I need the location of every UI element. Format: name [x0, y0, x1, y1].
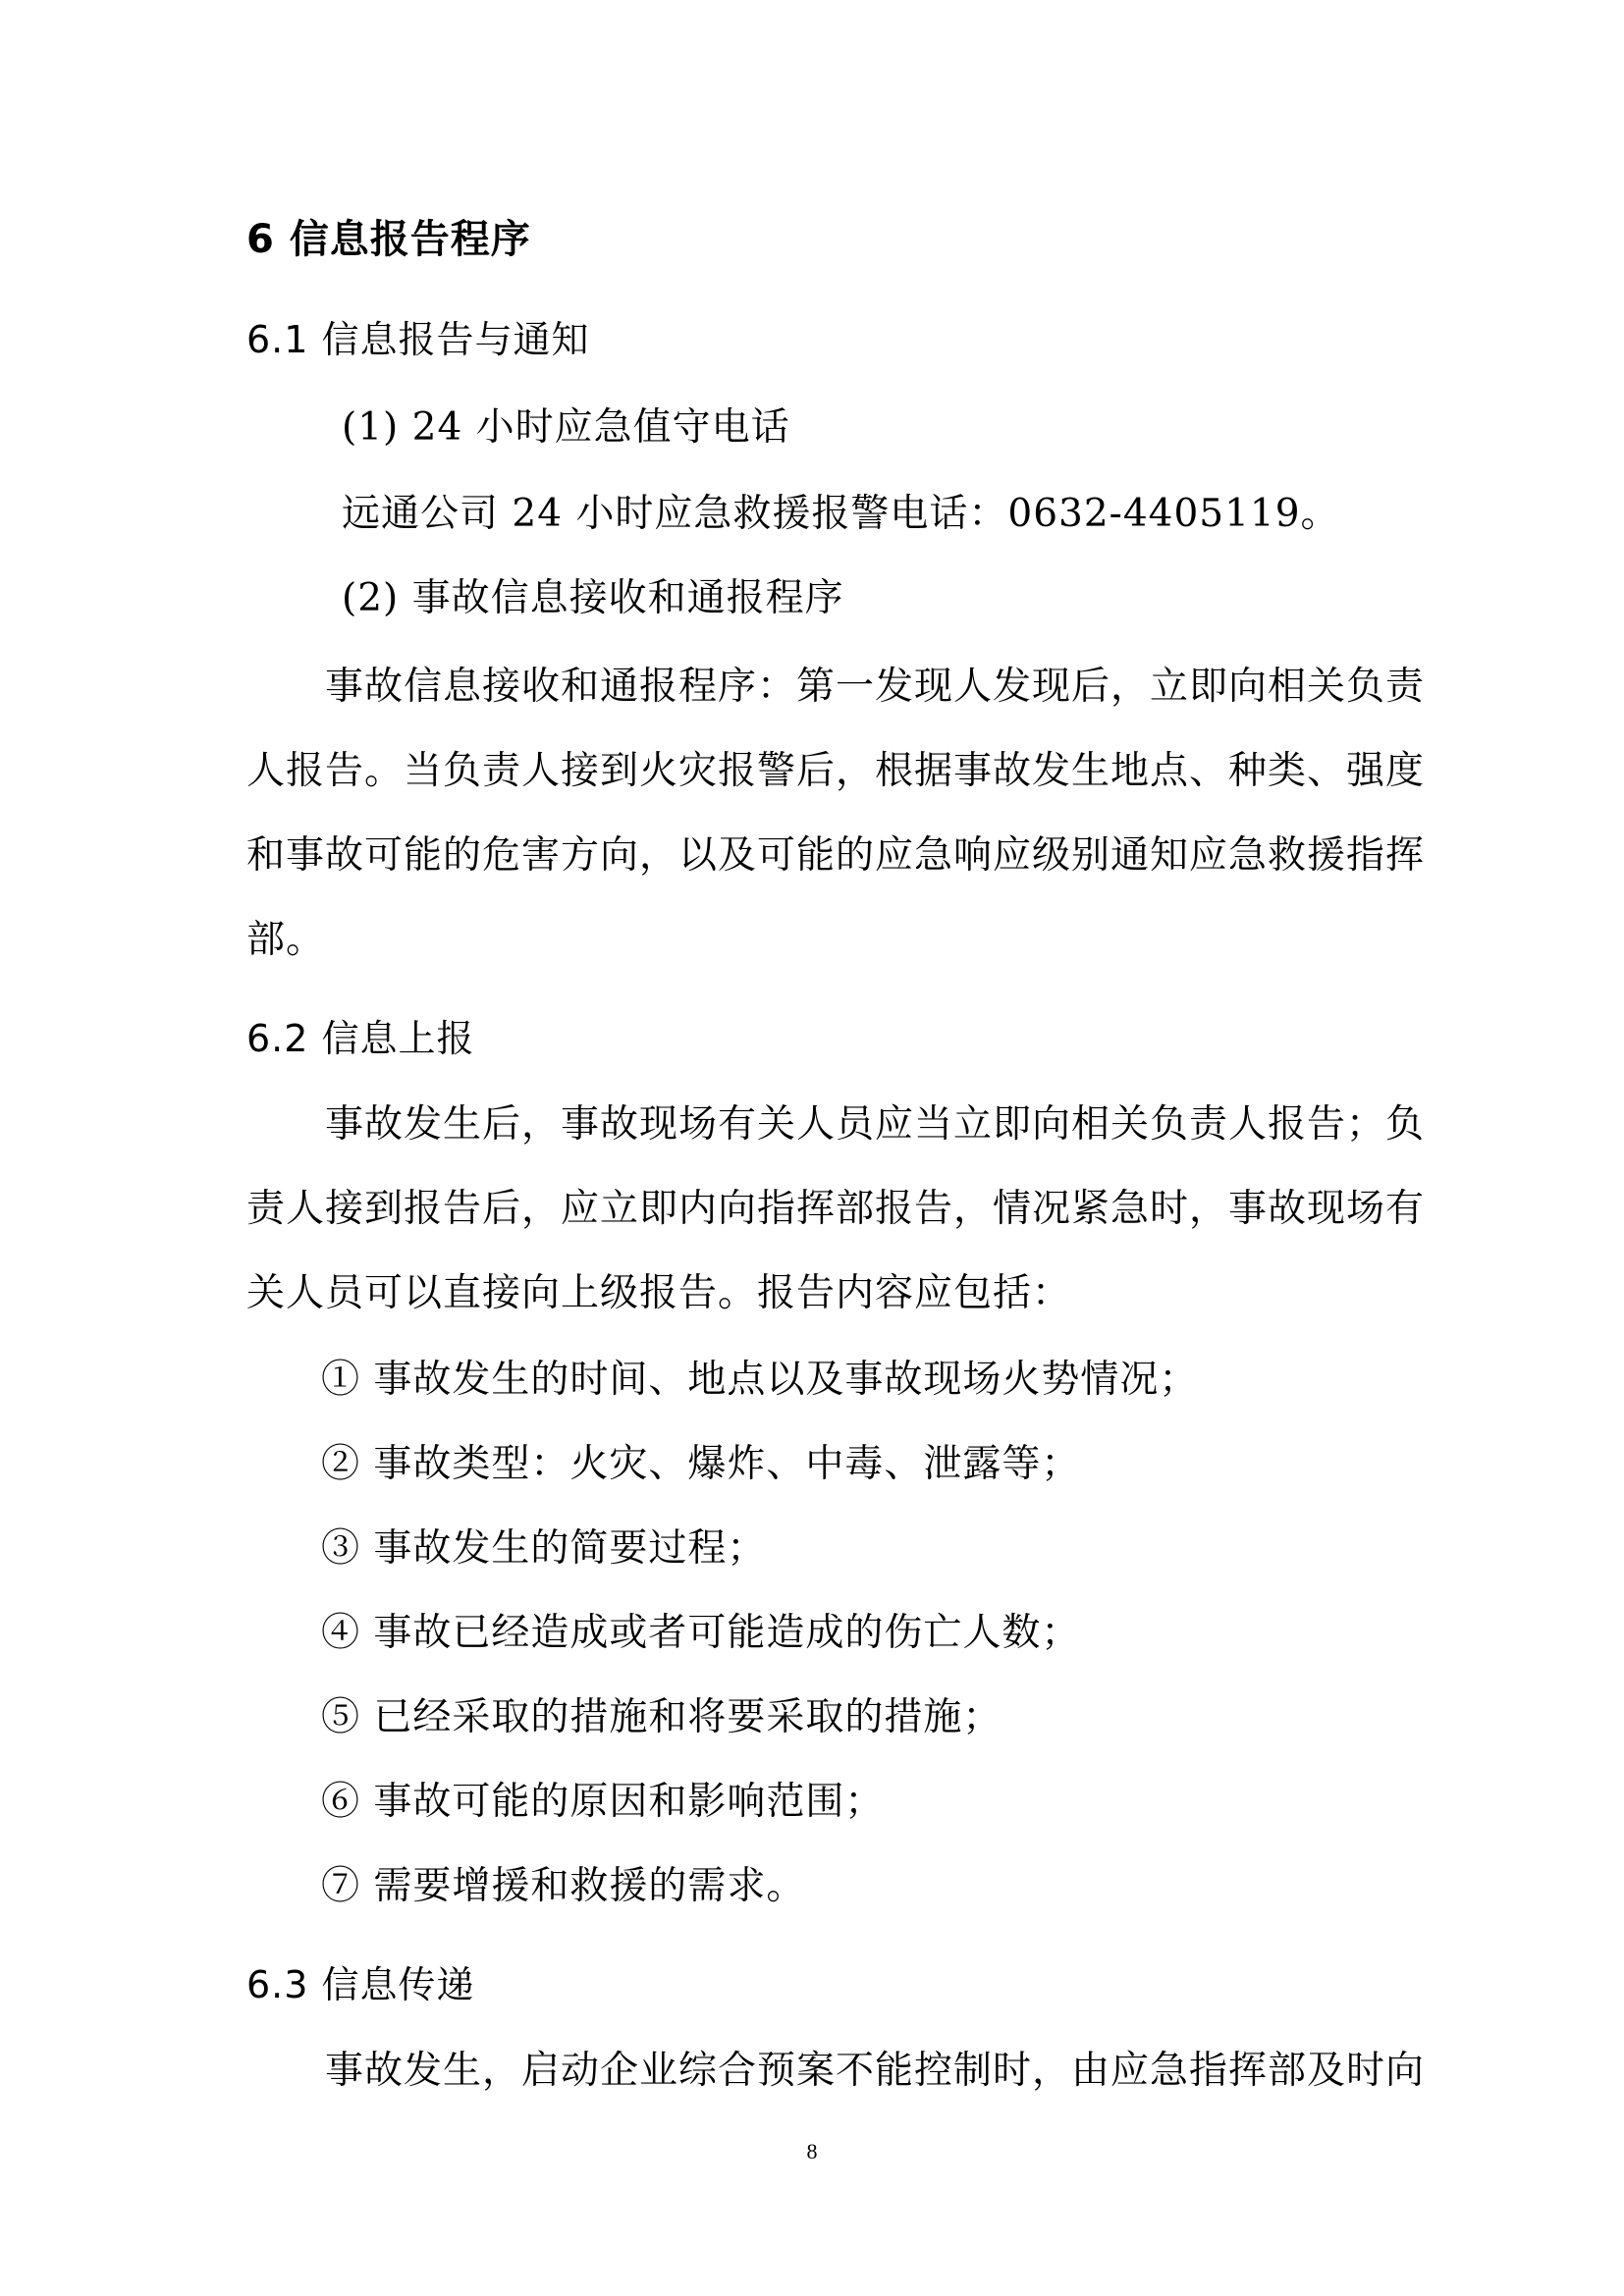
subsection-title-6-3: 6.3 信息传递: [246, 1963, 475, 2006]
item-title-24h-hotline: (1) 24 小时应急值守电话: [342, 405, 790, 450]
list-item: ⑥ 事故可能的原因和影响范围；: [321, 1780, 885, 1824]
paragraph-line: 关人员可以直接向上级报告。报告内容应包括：: [246, 1271, 1072, 1315]
list-item: ③ 事故发生的简要过程；: [321, 1526, 767, 1571]
page-number: 8: [806, 2139, 818, 2163]
item-title-info-procedure: (2) 事故信息接收和通报程序: [342, 576, 844, 620]
list-item: ⑤ 已经采取的措施和将要采取的措施；: [321, 1695, 1002, 1739]
subsection-title-6-1: 6.1 信息报告与通知: [246, 318, 590, 361]
paragraph-line: 人报告。当负责人接到火灾报警后，根据事故发生地点、种类、强度: [246, 749, 1426, 793]
paragraph-line: 责人接到报告后，应立即内向指挥部报告，情况紧急时，事故现场有: [246, 1187, 1426, 1231]
paragraph-line: 事故发生，启动企业综合预案不能控制时，由应急指挥部及时向: [325, 2049, 1426, 2093]
paragraph-line: 部。: [246, 918, 326, 962]
section-title: 6 信息报告程序: [246, 217, 531, 262]
list-item: ① 事故发生的时间、地点以及事故现场火势情况；: [321, 1358, 1199, 1402]
paragraph-line: 事故信息接收和通报程序：第一发现人发现后，立即向相关负责: [325, 665, 1426, 709]
paragraph-line: 事故发生后，事故现场有关人员应当立即向相关负责人报告；负: [325, 1102, 1426, 1147]
hotline-text: 远通公司 24 小时应急救援报警电话：0632-4405119。: [342, 492, 1340, 536]
paragraph-line: 和事故可能的危害方向，以及可能的应急响应级别通知应急救援指挥: [246, 833, 1426, 878]
list-item: ② 事故类型：火灾、爆炸、中毒、泄露等；: [321, 1442, 1081, 1486]
list-item: ⑦ 需要增援和救援的需求。: [321, 1864, 806, 1908]
list-item: ④ 事故已经造成或者可能造成的伤亡人数；: [321, 1611, 1081, 1655]
subsection-title-6-2: 6.2 信息上报: [246, 1017, 475, 1060]
